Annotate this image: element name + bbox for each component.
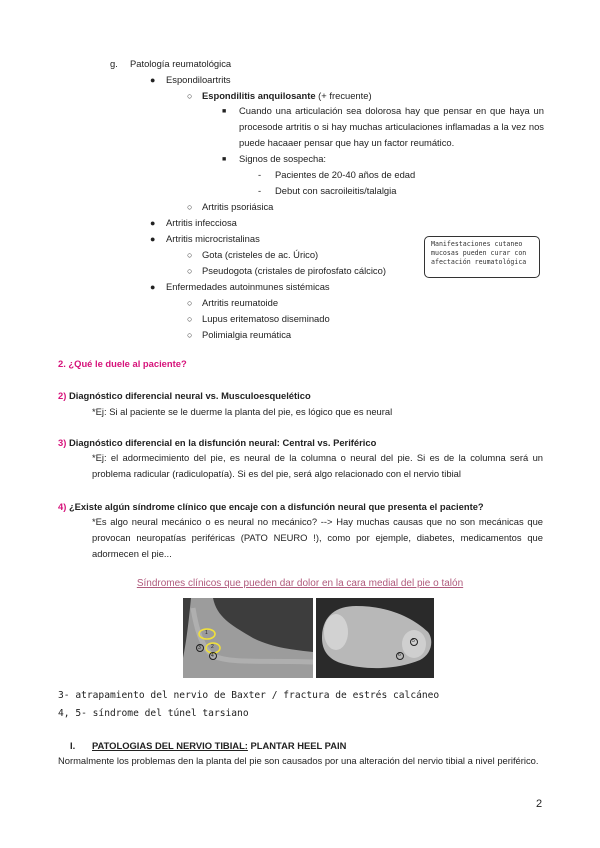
dash-marker: - xyxy=(258,169,262,180)
section-I-rest: PLANTAR HEEL PAIN xyxy=(247,740,347,751)
plantar-foot-illustration xyxy=(316,598,434,678)
bullet-circle: ○ xyxy=(187,250,193,260)
bullet-circle: ○ xyxy=(187,298,193,308)
figure-caption: Síndromes clínicos que pueden dar dolor en la cara medial del pie o talón xyxy=(136,578,464,589)
espondilitis-note: (+ frecuente) xyxy=(318,90,372,101)
section-I-numeral: I. xyxy=(70,740,76,751)
photo-label: 1 xyxy=(205,630,208,636)
bullet-disc: ● xyxy=(150,282,156,292)
photo-label: 6 xyxy=(398,652,401,658)
section-2-heading xyxy=(58,390,311,402)
bullet-square: ■ xyxy=(222,156,227,163)
item-lupus: Lupus eritematoso diseminado xyxy=(202,313,330,324)
section-4-body: *Es algo neural mecánico o es neural no mecánico? --> Hay muchas causas que no son mecánicas que provocan neuropatías periféricas (PATO NEURO !), como por ejemple, diabetes, medicamentos que adormecen el pie... xyxy=(92,516,543,559)
question-que-le-duele: 2. ¿Qué le duele al paciente? xyxy=(58,358,187,369)
list-marker-g: g. xyxy=(110,58,118,69)
item-psoriasica: Artritis psoriásica xyxy=(202,201,274,212)
paragraph-articulacion: Cuando una articulación sea dolorosa hay que pensar en que haya un procesode artritis o si hay muchas articulaciones inflamadas a la vez nos puede hacaaer pensar que hay un factor reumático. xyxy=(239,105,544,148)
bullet-circle: ○ xyxy=(187,91,193,101)
item-infecciosa: Artritis infecciosa xyxy=(166,217,237,228)
item-polimialgia: Polimialgia reumática xyxy=(202,329,292,340)
bullet-square: ■ xyxy=(222,108,227,115)
photo-label: 2 xyxy=(211,644,214,650)
handwritten-note-tunel: 4, 5- síndrome del túnel tarsiano xyxy=(58,708,249,719)
item-pacientes: Pacientes de 20-40 años de edad xyxy=(275,169,416,180)
item-espondilitis xyxy=(202,90,372,102)
bullet-disc: ● xyxy=(150,75,156,85)
section-4-title: ¿Existe algún síndrome clínico que encaje con a disfunción neural que presenta el paciente? xyxy=(68,501,484,512)
medial-foot-illustration xyxy=(183,598,313,678)
section-2-number: 2) xyxy=(58,390,67,401)
item-espondiloartrits: Espondiloartrits xyxy=(166,74,231,85)
bullet-circle: ○ xyxy=(187,266,193,276)
heading-patologia-reumatologica: Patología reumatológica xyxy=(130,58,232,69)
section-3-number: 3) xyxy=(58,437,67,448)
bullet-circle: ○ xyxy=(187,202,193,212)
section-3-heading xyxy=(58,437,376,449)
photo-label: 3 xyxy=(198,645,201,651)
dash-marker: - xyxy=(258,185,262,196)
item-gota: Gota (cristeles de ac. Úrico) xyxy=(202,249,319,260)
item-autoinmunes: Enfermedades autoinmunes sistémicas xyxy=(166,281,330,292)
bullet-disc: ● xyxy=(150,234,156,244)
medial-foot-photo xyxy=(183,598,313,678)
page-number: 2 xyxy=(536,798,543,810)
handwritten-note-baxter: 3- atrapamiento del nervio de Baxter / fractura de estrés calcáneo xyxy=(58,690,440,701)
item-pseudogota: Pseudogota (cristales de pirofosfato cálcico) xyxy=(202,265,386,276)
espondilitis-bold: Espondilitis anquilosante xyxy=(202,90,316,101)
photo-label: 4 xyxy=(211,653,214,659)
section-I-underlined: PATOLOGIAS DEL NERVIO TIBIAL: xyxy=(92,740,248,751)
item-microcristalinas: Artritis microcristalinas xyxy=(166,233,260,244)
photo-label: 5 xyxy=(412,638,415,644)
section-3-body: *Ej: el adormecimiento del pie, es neural de la columna o neural del pie. Si es de la columna será un problema radicular (radiculopatía). Si es del pie, será algo relacionado con el nervio tibial xyxy=(92,452,543,479)
item-signos: Signos de sospecha: xyxy=(239,153,327,164)
bullet-disc: ● xyxy=(150,218,156,228)
section-2-body: *Ej: Si al paciente se le duerme la planta del pie, es lógico que es neural xyxy=(92,406,393,417)
bullet-circle: ○ xyxy=(187,314,193,324)
item-reumatoide: Artritis reumatoide xyxy=(202,297,279,308)
item-debut: Debut con sacroileitis/talalgia xyxy=(275,185,397,196)
annotation-note-box: Manifestaciones cutaneo mucosas pueden curar con afectación reumatológica xyxy=(424,236,540,278)
section-4-number: 4) xyxy=(58,501,67,512)
bullet-circle: ○ xyxy=(187,330,193,340)
section-I-heading xyxy=(92,740,346,752)
section-2-title: Diagnóstico diferencial neural vs. Musculoesquelético xyxy=(68,390,311,401)
final-paragraph: Normalmente los problemas den la planta del pie son causados por una alteración del nervio tibial a nivel periférico. xyxy=(58,755,539,766)
plantar-foot-photo xyxy=(316,598,434,678)
section-3-title: Diagnóstico diferencial en la disfunción neural: Central vs. Periférico xyxy=(68,437,377,448)
section-4-heading xyxy=(58,501,484,513)
